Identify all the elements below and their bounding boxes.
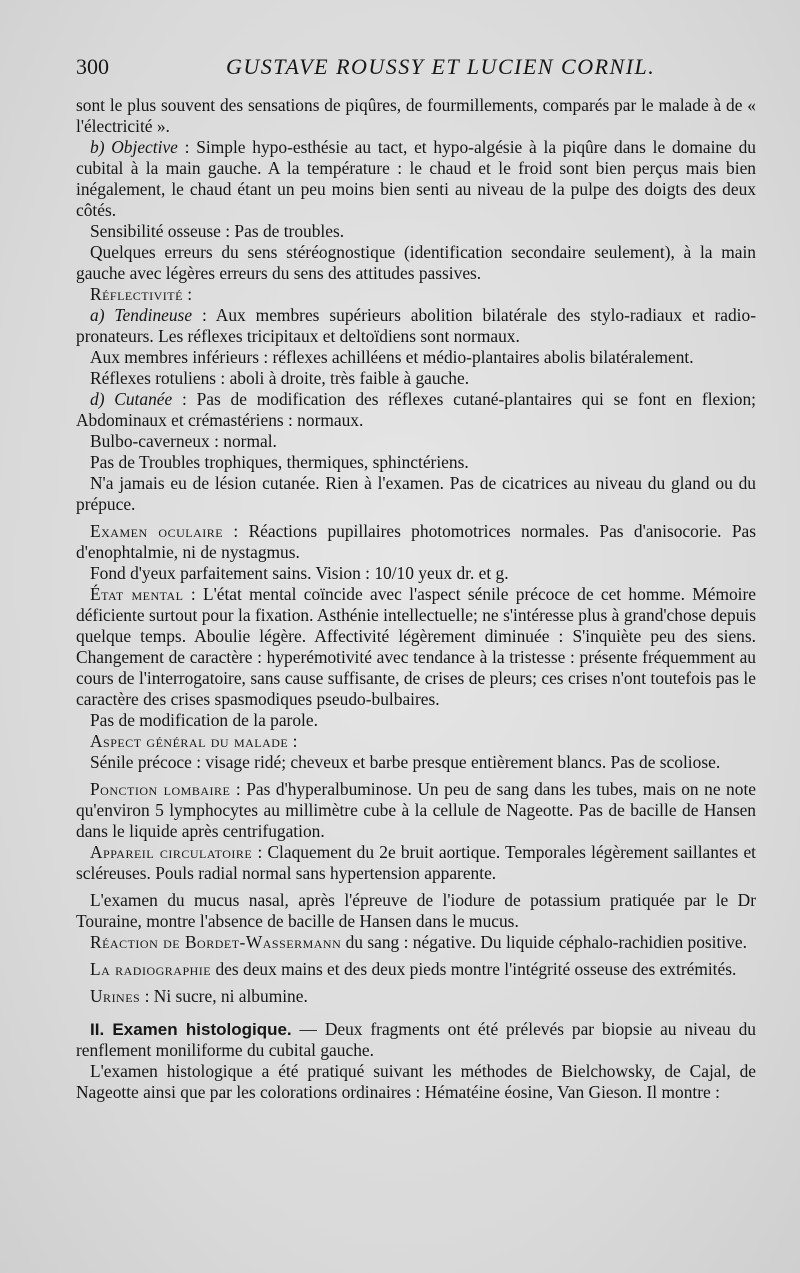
paragraph-text: : L'état mental coïncide avec l'aspect sénile précoce de cet homme. Mémoire déficiente surtout pour la fixation. Asthénie intellectuelle; ne s'intéresse plus à grand'chose depuis quelque temps. Aboulie légère. Affectivité légèrement diminuée : S'inquiète peu des siens. Changement de caractère : hyperémotivité avec tendance à la tristesse : présente fréquemment au cours de l'interrogatoire, sans cause suffisante, de crises de pleurs; ces crises n'ont toutefois pas le caractère des crises spasmodiques pseudo-bulbaires. bbox=[76, 584, 757, 709]
paragraph bbox=[76, 710, 756, 731]
paragraph-text: L'examen du mucus nasal, après l'épreuve de l'iodure de potassium pratiquée par le Dr Touraine, montre l'absence de bacille de Hansen dans le mucus. bbox=[76, 890, 756, 931]
paragraph-text: : bbox=[288, 731, 298, 751]
paragraph-text: : Aux membres supérieurs abolition bilatérale des stylo-radiaux et radio-pronateurs. Les réflexes tricipitaux et deltoïdiens sont normaux. bbox=[76, 305, 756, 346]
paragraph-lead: État mental bbox=[90, 584, 184, 604]
paragraph bbox=[76, 137, 756, 221]
paragraph-text: des deux mains et des deux pieds montre l'intégrité osseuse des extrémités. bbox=[211, 959, 737, 979]
paragraph bbox=[76, 95, 756, 137]
paragraph-text: : Claquement du 2e bruit aortique. Temporales légèrement saillantes et scléreuses. Pouls radial normal sans hypertension apparente. bbox=[76, 842, 756, 883]
paragraph bbox=[76, 347, 756, 368]
paragraph bbox=[76, 305, 756, 347]
paragraph bbox=[76, 779, 756, 842]
paragraph bbox=[76, 389, 756, 431]
paragraph-text: sont le plus souvent des sensations de piqûres, de fourmillements, comparés par le malade à de « l'électricité ». bbox=[76, 95, 756, 136]
paragraph-text: Aux membres inférieurs : réflexes achilléens et médio-plantaires abolis bilatéralement. bbox=[90, 347, 694, 367]
paragraph-text: Pas de Troubles trophiques, thermiques, sphinctériens. bbox=[90, 452, 469, 472]
paragraph bbox=[76, 842, 756, 884]
paragraph bbox=[76, 752, 756, 773]
paragraph bbox=[76, 473, 756, 515]
paragraph-text: Sensibilité osseuse : Pas de troubles. bbox=[90, 221, 345, 241]
paragraph bbox=[76, 452, 756, 473]
paragraph bbox=[76, 521, 756, 563]
paragraph-text: : Ni sucre, ni albumine. bbox=[140, 986, 308, 1006]
paragraph bbox=[76, 563, 756, 584]
paragraph-text: : Réactions pupillaires photomotrices normales. Pas d'anisocorie. Pas d'enophtalmie, ni de nystagmus. bbox=[76, 521, 756, 562]
paragraph bbox=[76, 1061, 756, 1103]
paragraph-lead: Examen oculaire bbox=[90, 521, 224, 541]
paragraph-text: : Pas d'hyperalbuminose. Un peu de sang dans les tubes, mais on ne note qu'environ 5 lymphocytes au millimètre cube à la cellule de Nageotte. Pas de bacille de Hansen dans le liquide après centrifugation. bbox=[76, 779, 756, 841]
paragraph bbox=[76, 221, 756, 242]
paragraph-text: Fond d'yeux parfaitement sains. Vision : 10/10 yeux dr. et g. bbox=[90, 563, 509, 583]
paragraph bbox=[76, 959, 756, 980]
paragraph-text: — Deux fragments ont été prélevés par biopsie au niveau du renflement moniliforme du cubital gauche. bbox=[76, 1019, 757, 1060]
page-number: 300 bbox=[76, 54, 109, 79]
paragraph-lead: d) Cutanée bbox=[90, 389, 173, 409]
paragraph bbox=[76, 368, 756, 389]
paragraph-lead: La radiographie bbox=[90, 959, 212, 979]
paragraph-text: L'examen histologique a été pratiqué suivant les méthodes de Bielchowsky, de Cajal, de Nageotte ainsi que par les colorations ordinaires : Hématéine éosine, Van Gieson. Il montre : bbox=[76, 1061, 756, 1102]
paragraph-text: Pas de modification de la parole. bbox=[90, 710, 318, 730]
paragraph bbox=[76, 284, 756, 305]
paragraph bbox=[76, 584, 756, 710]
paragraph-text: Sénile précoce : visage ridé; cheveux et barbe presque entièrement blancs. Pas de scoliose. bbox=[90, 752, 721, 772]
paragraph-text: : Simple hypo-esthésie au tact, et hypo-algésie à la piqûre dans le domaine du cubital à la main gauche. A la température : le chaud et le froid sont bien perçus mais bien inégalement, le chaud étant un peu moins bien senti au niveau de la pulpe des doigts des deux côtés. bbox=[76, 137, 757, 220]
paragraph bbox=[76, 731, 756, 752]
paragraph bbox=[76, 986, 756, 1007]
paragraph bbox=[76, 1019, 756, 1061]
paragraph-lead: Aspect général du malade bbox=[90, 731, 289, 751]
paragraph-text: Bulbo-caverneux : normal. bbox=[90, 431, 277, 451]
page-header bbox=[76, 52, 760, 86]
paragraph-text: N'a jamais eu de lésion cutanée. Rien à l'examen. Pas de cicatrices au niveau du gland ou du prépuce. bbox=[76, 473, 756, 514]
paragraph-text: : bbox=[182, 284, 193, 304]
paragraph-lead: Réflectivité bbox=[90, 284, 183, 304]
paragraph-lead: Ponction lombaire bbox=[90, 779, 231, 799]
paragraph-lead: Réaction de Bordet-Wassermann bbox=[90, 932, 342, 952]
paragraph bbox=[76, 431, 756, 452]
paragraph-text: : Pas de modification des réflexes cutané-plantaires qui se font en flexion; Abdominaux et crémastériens : normaux. bbox=[76, 389, 756, 430]
paragraph bbox=[76, 932, 756, 953]
running-head: GUSTAVE ROUSSY ET LUCIEN CORNIL. bbox=[226, 54, 656, 79]
paragraph bbox=[76, 890, 756, 932]
paragraph-lead: Appareil circulatoire bbox=[90, 842, 253, 862]
body-text bbox=[76, 95, 756, 1103]
paragraph-text: Quelques erreurs du sens stéréognostique (identification secondaire seulement), à la main gauche avec légères erreurs du sens des attitudes passives. bbox=[76, 242, 756, 283]
paragraph-lead: b) Objective bbox=[90, 137, 178, 157]
paragraph-lead: a) Tendineuse bbox=[90, 305, 193, 325]
paragraph bbox=[76, 242, 756, 284]
paragraph-text: du sang : négative. Du liquide céphalo-rachidien positive. bbox=[341, 932, 747, 952]
paragraph-lead: Urines bbox=[90, 986, 141, 1006]
paragraph-text: Réflexes rotuliens : aboli à droite, très faible à gauche. bbox=[90, 368, 470, 388]
paragraph-lead: II. Examen histologique. bbox=[90, 1020, 292, 1039]
